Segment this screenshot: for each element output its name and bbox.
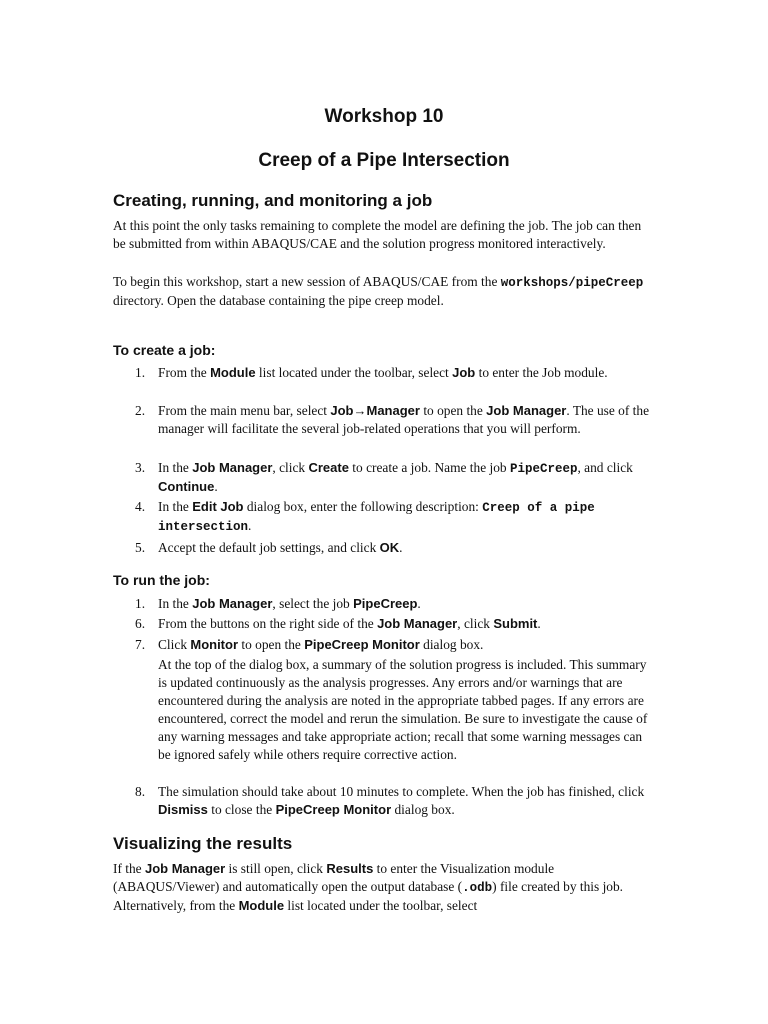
list-item: 6. From the buttons on the right side of the Job Manager, click Submit. bbox=[135, 616, 541, 631]
page-subtitle: Creep of a Pipe Intersection bbox=[258, 150, 510, 171]
directory-path: workshops/pipeCreep bbox=[500, 276, 644, 290]
create-job-heading: To create a job: bbox=[113, 342, 216, 358]
intro-paragraph: At this point the only tasks remaining to complete the model are defining the job. The job can then be submitted from within ABAQUS/CAE and the solution progress monitored interactively. bbox=[113, 218, 642, 251]
run-job-heading: To run the job: bbox=[113, 572, 210, 588]
section-heading-visualizing: Visualizing the results bbox=[113, 834, 293, 853]
list-item: 4. In the Edit Job dialog box, enter the following description: Creep of a pipe intersection. bbox=[135, 499, 595, 534]
list-item: 3. In the Job Manager, click Create to create a job. Name the job PipeCreep, and click Continue. bbox=[135, 460, 633, 494]
list-item: 1. From the Module list located under the toolbar, select Job to enter the Job module. bbox=[135, 365, 608, 380]
list-item: 5. Accept the default job settings, and click OK. bbox=[135, 540, 403, 555]
list-item: 1. In the Job Manager, select the job PipeCreep. bbox=[135, 596, 421, 611]
section-heading-job: Creating, running, and monitoring a job bbox=[113, 191, 433, 210]
list-item: 7. Click Monitor to open the PipeCreep Monitor dialog box. bbox=[135, 637, 484, 652]
page-title: Workshop 10 bbox=[324, 106, 444, 127]
visualizing-paragraph: If the Job Manager is still open, click Results to enter the Visualization module (ABAQUS/Viewer) and automatically open the output database (.odb) file created by this job. Alternatively, from the Module list located under the toolbar, select bbox=[113, 861, 624, 913]
list-item: 2. From the main menu bar, select Job→Manager to open the Job Manager. The use of the manager will facilitate the several job-related operations that you will perform. bbox=[135, 403, 650, 436]
list-item: 8. The simulation should take about 10 minutes to complete. When the job has finished, click Dismiss to close the PipeCreep Monitor dialog box. bbox=[135, 784, 645, 817]
step7-detail: At the top of the dialog box, a summary of the solution progress is included. This summary is updated continuously as the analysis progresses. Any errors and/or warnings that are encountered during the analysis are noted in the appropriate tabbed pages. If any errors are encountered, correct the model and rerun the simulation. Be sure to investigate the cause of any warning messages and take appropriate action; recall that some warning messages can be ignored safely while others require corrective action. bbox=[158, 657, 648, 762]
begin-paragraph: To begin this workshop, start a new session of ABAQUS/CAE from the workshops/pipeCreep directory. Open the database containing the pipe creep model. bbox=[113, 274, 644, 308]
